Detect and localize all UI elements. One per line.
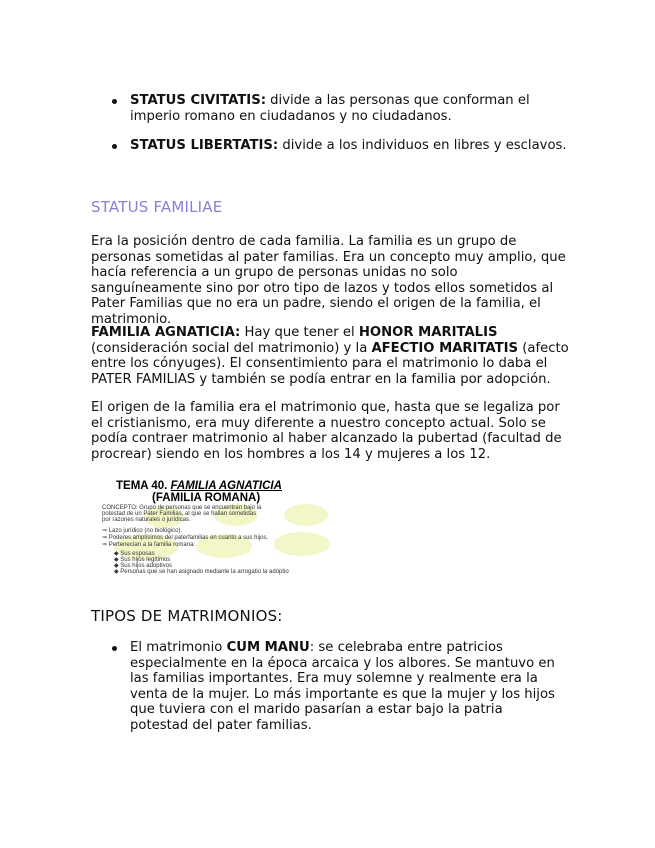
term-afectio: AFECTIO MARITATIS: [371, 340, 519, 356]
text-run: El matrimonio: [130, 640, 227, 655]
list-item: [130, 93, 570, 124]
paragraph-intro: Era la posición dentro de cada familia. La familia es un grupo de personas sometidas al pater familias. Era un concepto muy amplio, que hacía referencia a un grupo de personas unidas no solo sanguíneamente sino por otro tipo de lazos y todos ellos sometidos al Pater Familias que no era un padre, siendo el origen de la familia, el matrimonio.: [91, 234, 566, 327]
text-run: (consideración social del matrimonio) y la: [91, 340, 372, 356]
term-text: divide a las personas que conforman el imperio romano en ciudadanos y no ciudadanos.: [130, 93, 530, 124]
term-cum-manu: CUM MANU: [226, 640, 310, 655]
slide-title-underlined: FAMILIA AGNATICIA: [170, 480, 282, 492]
slide-line: por razones naturales o jurídicas.: [102, 517, 191, 523]
term-text: divide a los individuos en libres y esclavos.: [278, 138, 567, 153]
paragraph-origen: El origen de la familia era el matrimonio que, hasta que se legaliza por el cristianismo, era muy diferente a nuestro concepto actual. Solo se podía contraer matrimonio al haber alcanzado la pubertad (facultad de procrear) siendo en los hombres a los 14 y mujeres a los 12.: [91, 400, 562, 462]
slide-subitem: ◆ Sus esposas: [114, 551, 155, 557]
paragraph-agnaticia: [91, 325, 571, 387]
text-run: Hay que tener el: [240, 325, 359, 340]
slide-line: CONCEPTO: Grupo de personas que se encuentran bajo la: [102, 505, 262, 511]
term-honor: HONOR MARITALIS: [358, 325, 498, 340]
slide-subitem: ◆ Sus hijos adoptivos: [114, 563, 172, 569]
term-label: FAMILIA AGNATICIA:: [91, 325, 241, 340]
term-label: STATUS LIBERTATIS:: [130, 138, 279, 153]
slide-title-prefix: TEMA 40.: [116, 480, 171, 492]
slide-item: ⇒ Poderes amplísimos del paterfamilias en cuanto a sus hijos.: [102, 535, 269, 541]
slide-subitem: ◆ Sus hijos legítimos: [114, 557, 171, 563]
decor-oval: [284, 504, 328, 526]
text-run: : se celebraba entre patricios especialmente en la época arcaica y los albores. Se mantuvo en las familias importantes. Era muy solemne y realmente era la venta de la mujer. Lo más importante es que la mujer y los hijos que tuviera con el marido pasarían a estar bajo la patria potestad del pater familias.: [130, 640, 555, 733]
slide-item: ⇒ Lazo jurídico (no biológico).: [102, 528, 183, 534]
slide-subitem: ◆ Personas que se han asignado mediante la arrogatio la adoptio: [114, 569, 289, 575]
term-label: STATUS CIVITATIS:: [130, 93, 266, 108]
slide-line: potestad de un Pater Familias, al que se hallan sometidas: [102, 511, 257, 517]
section-heading-familiae: STATUS FAMILIAE: [91, 198, 223, 216]
slide-image: [96, 478, 342, 578]
decor-oval: [274, 532, 330, 556]
slide-item: ⇒ Pertenecían a la familia romana:: [102, 542, 196, 548]
text-run: (afecto entre los cónyuges). El consentimiento para el matrimonio lo daba el PATER FAMILIAS y también se podía entrar en la familia por adopción.: [91, 340, 569, 387]
slide-title: [116, 480, 336, 492]
list-item: [130, 640, 555, 733]
list-item: [130, 138, 570, 154]
section-heading-matrimonios: TIPOS DE MATRIMONIOS:: [91, 607, 283, 625]
slide-subtitle: (FAMILIA ROMANA): [152, 492, 261, 504]
